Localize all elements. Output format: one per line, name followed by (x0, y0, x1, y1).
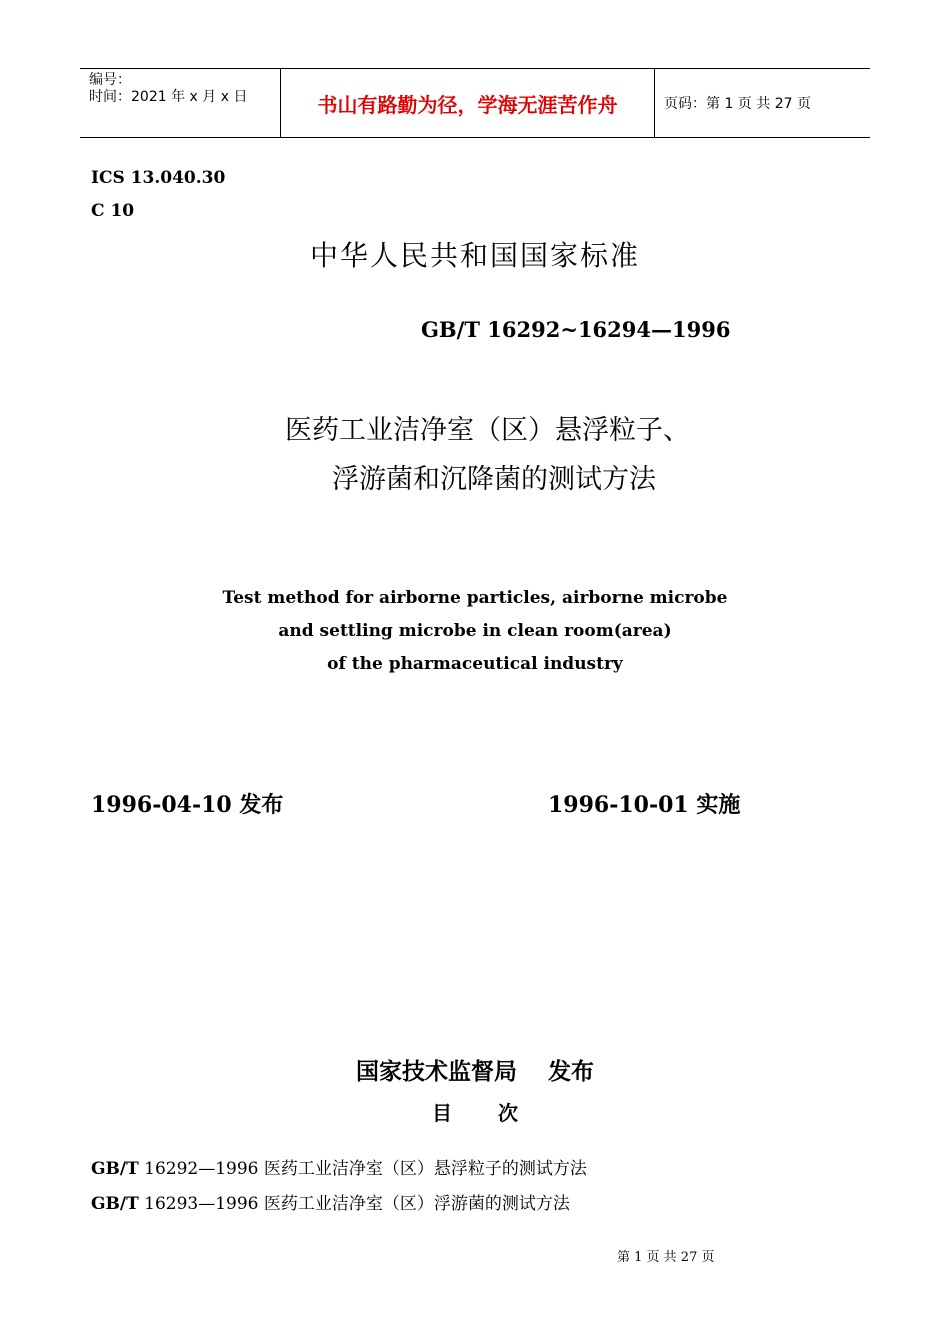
title-en-line3: of the pharmaceutical industry (327, 654, 623, 674)
toc-heading (0, 1097, 950, 1126)
toc-heading-a: 目 (432, 1101, 452, 1125)
serial-label: 编号： (89, 72, 131, 88)
motto-text: 书山有路勤为径，学海无涯苦作舟 (317, 92, 618, 117)
title-en-line1: Test method for airborne particles, airborne microbe (222, 588, 728, 608)
toc-item-text: 16293—1996 医药工业洁净室（区）浮游菌的测试方法 (138, 1194, 570, 1214)
title-cn-line1: 医药工业洁净室（区）悬浮粒子、 (285, 415, 690, 446)
standard-number: GB/T 16292~16294—1996 (421, 317, 731, 342)
issuer-line: 国家技术监督局 发布 (355, 1059, 594, 1085)
page-info-text: 页码：第 1 页 共 27 页 (664, 96, 811, 112)
implement-date: 1996-10-01 实施 (548, 792, 741, 818)
footer-page-number: 第 1 页 共 27 页 (617, 1250, 715, 1265)
toc-item-code: GB/T (91, 1194, 139, 1214)
page-info-cell (655, 69, 870, 137)
time-label: 时间：2021 年 x 月 x 日 (89, 89, 248, 105)
national-standard-heading: 中华人民共和国国家标准 (309, 239, 640, 272)
ics-code: ICS 13.040.30 (91, 168, 226, 188)
header-meta-cell (80, 69, 281, 137)
header-table (80, 68, 870, 138)
title-cn-line2: 浮游菌和沉降菌的测试方法 (332, 464, 656, 495)
motto-cell (281, 69, 655, 137)
toc-heading-b: 次 (498, 1101, 518, 1125)
title-en-line2: and settling microbe in clean room(area) (278, 621, 672, 641)
classification-code: C 10 (91, 201, 135, 221)
publish-date: 1996-04-10 发布 (91, 792, 284, 818)
toc-item-text: 16292—1996 医药工业洁净室（区）悬浮粒子的测试方法 (138, 1159, 587, 1179)
toc-item[interactable] (91, 1154, 587, 1179)
toc-item-code: GB/T (91, 1159, 139, 1179)
toc-item[interactable] (91, 1189, 570, 1214)
